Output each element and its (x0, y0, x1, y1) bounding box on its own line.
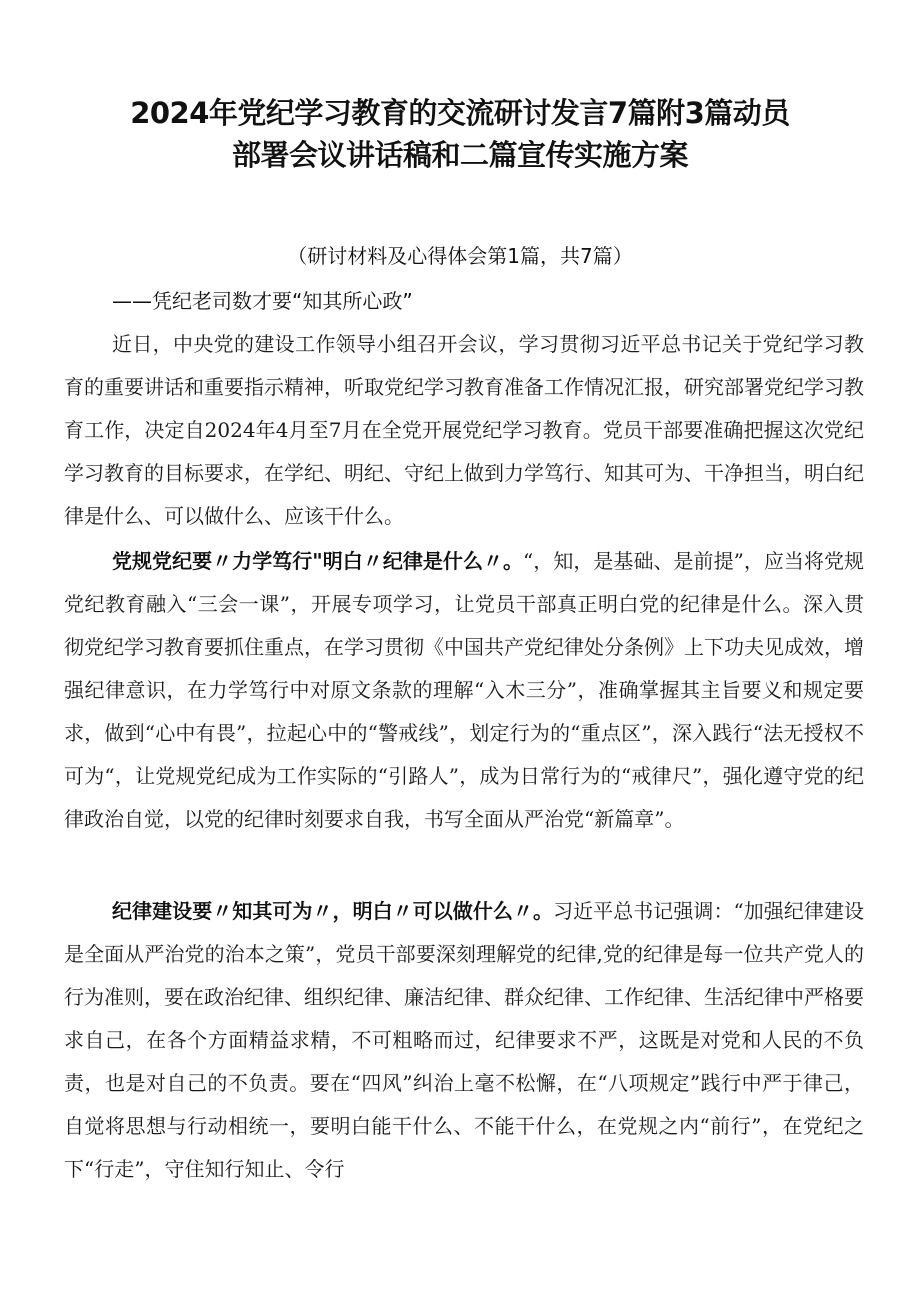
document-title-line-2: 部署会议讲话稿和二篇宣传实施方案 (231, 138, 688, 172)
paragraph-intro (64, 323, 864, 538)
document-subtitle: （研讨材料及心得体会第1篇，共7篇） (287, 244, 633, 268)
section-heading: 党规党纪要〃力学笃行"明白〃纪律是什么〃。 (112, 549, 524, 573)
paragraph-text: “，知，是基础、是前提”，应当将党规党纪教育融入“三会一课”，开展专项学习，让党员干部真正明白党的纪律是什么。深入贯彻党纪学习教育要抓住重点，在学习贯彻《中国共产党纪律处分条例》上下功夫见成效，增强纪律意识，在力学笃行中对原文条款的理解“入木三分”，准确掌握其主旨要义和规定要求，做到“心中有畏”，拉起心中的“警戒线”，划定行为的“重点区”，深入践行“法无授权不可为“，让党规党纪成为工作实际的“引路人”，成为日常行为的“戒律尺”，强化遵守党的纪律政治自觉，以党的纪律时刻要求自我，书写全面从严治党“新篇章”。 (64, 549, 864, 831)
document-title-line-1: 2024年党纪学习教育的交流研讨发言7篇附3篇动员 (130, 96, 790, 130)
essay-title: ——凭纪老司数才要“知其所心政” (112, 289, 413, 313)
paragraph-section-1 (64, 540, 864, 841)
paragraph-text: 习近平总书记强调：“加强纪律建设是全面从严治党的治本之策”，党员干部要深刻理解党的纪律,党的纪律是每一位共产党人的行为准则，要在政治纪律、组织纪律、廉洁纪律、群众纪律、工作纪律、生活纪律中严格要求自己，在各个方面精益求精，不可粗略而过，纪律要求不严，这既是对党和人民的不负责，也是对自己的不负责。要在“四风”纠治上毫不松懈，在“八项规定”践行中严于律己，自觉将思想与行动相统一，要明白能干什么、不能干什么，在党规之内“前行”，在党纪之下“行走”，守住知行知止、令行 (64, 899, 865, 1181)
paragraph-section-2 (64, 890, 864, 1191)
section-heading: 纪律建设要〃知其可为〃，明白〃可以做什么〃。 (112, 899, 554, 923)
paragraph-text: 近日，中央党的建设工作领导小组召开会议，学习贯彻习近平总书记关于党纪学习教育的重要讲话和重要指示精神，听取党纪学习教育准备工作情况汇报，研究部署党纪学习教育工作，决定自2024年4月至7月在全党开展党纪学习教育。党员干部要准确把握这次党纪学习教育的目标要求，在学纪、明纪、守纪上做到力学笃行、知其可为、干净担当，明白纪律是什么、可以做什么、应该干什么。 (64, 332, 864, 528)
